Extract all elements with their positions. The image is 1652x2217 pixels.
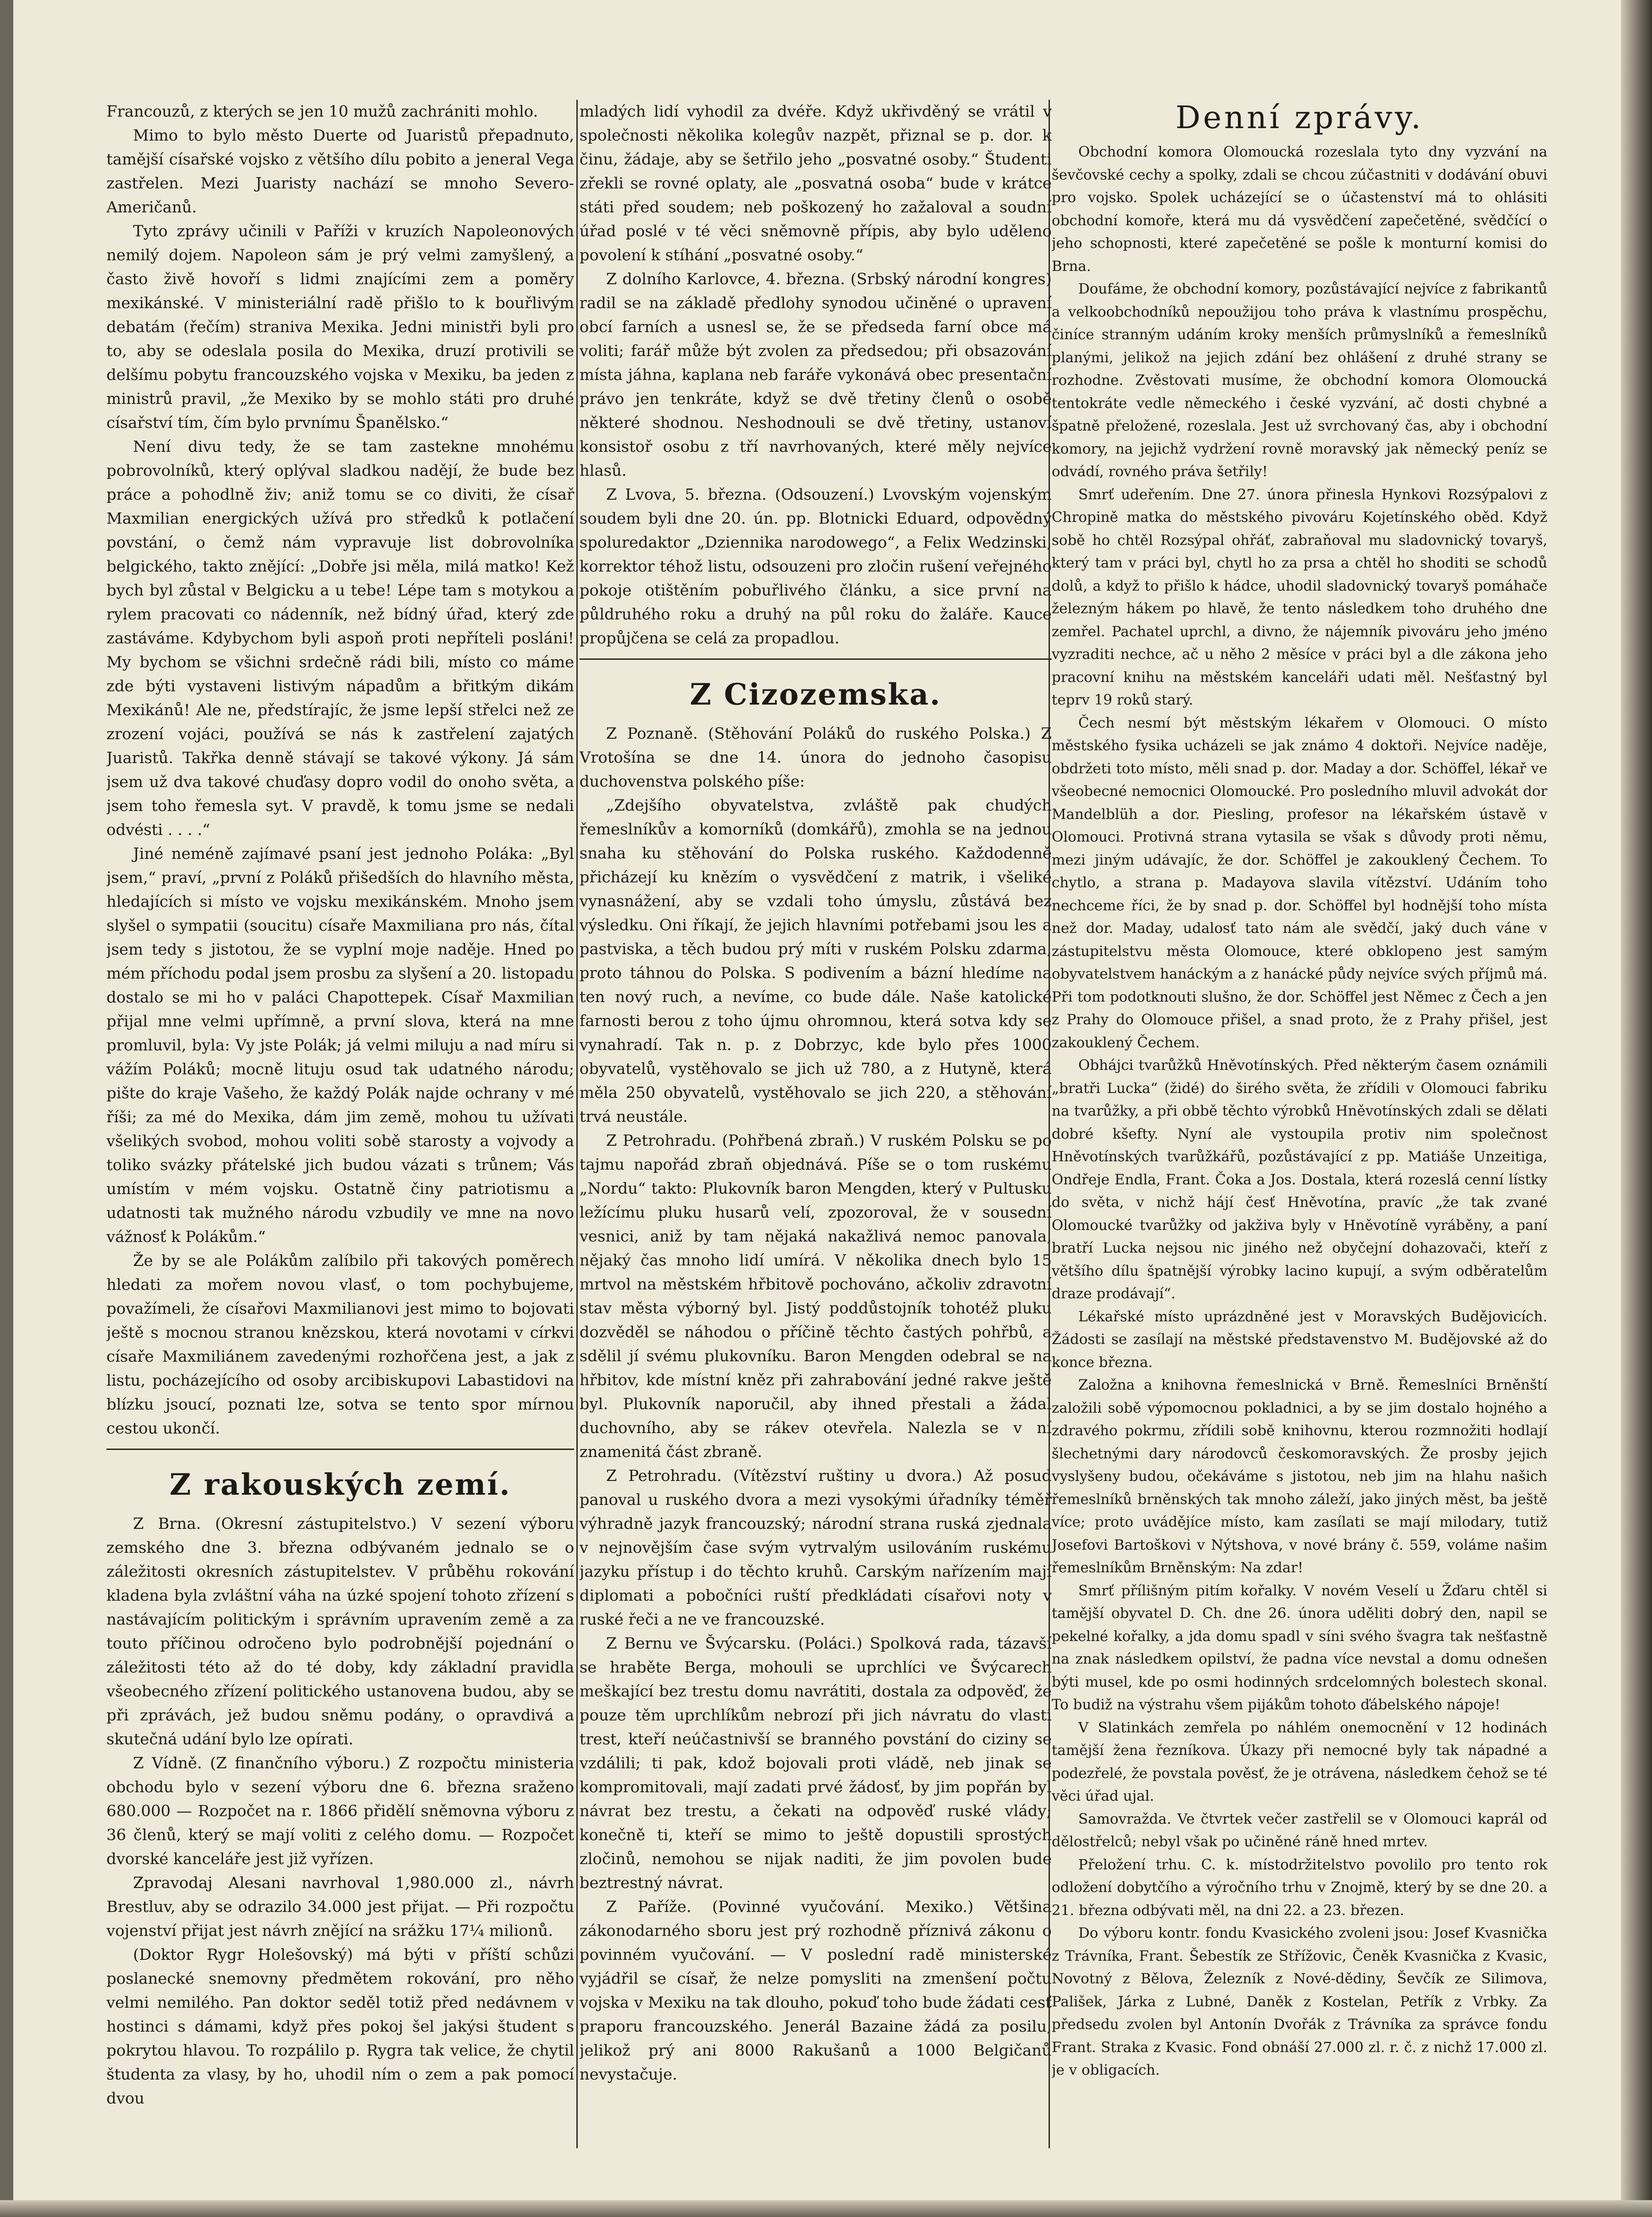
news-item: Čech nesmí být městským lékařem v Olomouci. O místo městského fysika ucházeli se jak známo 4 doktoři. Nejvíce naděje, obdržeti toto místo, měli snad p. dor. Maday a dor. Schöffel, lékař ve všeobecné nemocnici Olomoucké. Pro posledního mluvil advokát dor Mandelblüh a dor. Piesling, profesor na lékařském ústavě v Olomouci. Protivná strana vytasila se však s důvody proti němu, mezi jiným udávajíc, že dor. Schöffel je zakouklený Čechem. To chytlo, a strana p. Madayova slavila vítězství. Udáním toho nechceme říci, že by snad p. dor. Schöffel byl hodnější toho místa než dor. Maday, udalosť tato nám ale svědčí, jaký duch váne v zástupitelstvu města Olomouce, které obklopeno jest samým obyvatelstvem hanáckým a z hanácké půdy nejvíce svých příjmů má. Při tom podotknouti slušno, že dor. Schöffel jest Němec z Čech a jen z Prahy do Olomouce přišel, a snad proto, že z Prahy přišel, jest zakouklený Čechem. <box>1052 714 1547 1051</box>
article-paragraph: Mimo to bylo město Duerte od Juaristů přepadnuto, tamější císařské vojsko z většího dílu pobito a jeneral Vega zastřelen. Mezi Juaristy nachází se mnoho Severo-Američanů. <box>106 127 574 216</box>
left-column <box>106 100 574 2184</box>
news-item: Z Petrohradu. (Vítězství ruštiny u dvora.) Až posud panoval u ruského dvora a mezi vysokými úřadníky téměř výhradně jazyk francouzský; národní strana ruská zjednala v nejnovějším čase svým vytrvalým usilováním ruskému jazyku přístup i do těchto kruhů. Carským nařízením mají diplomati a pobočníci ruští předkládati císařovi noty v ruské řeči a ne ve francouzské. <box>579 1467 1052 1629</box>
scan-border-left <box>0 0 13 2217</box>
news-item: Zpravodaj Alesani navrhoval 1,980.000 zl., návrh Brestluv, aby se odrazilo 34.000 jest přijat. — Při rozpočtu vojenství přijat jest návrh znějící na srážku 17¼ milionů. <box>106 1874 574 1940</box>
section-heading: Z rakouských zemí. <box>169 1467 511 1502</box>
news-item: Z Vídně. (Z finančního výboru.) Z rozpočtu ministeria obchodu bylo v sezení výboru dne 6. března sraženo 680.000 — Rozpočet na r. 1866 přidělí sněmovna výboru z 36 členů, který se mají voliti z celého domu. — Rozpočet dvorské kanceláře jest již vyřízen. <box>106 1755 574 1868</box>
article-paragraph: Není divu tedy, že se tam zastekne mnohému pobrovolníků, který oplýval sladkou nadějí, že bude bez práce a pohodlně živ; aniž tomu se co diviti, že císař Maxmilian energických užívá pro středků k potlačení povstání, o čemž nám vypravuje list dobrovolníka belgického, takto znějící: „Dobře jsi měla, milá matko! Kež bych byl zůstal v Belgicku a u tebe! Lépe tam s motykou a rylem pracovati co nádenník, než bídný úřad, který zde zastáváme. Kdybychom byli aspoň proti nepříteli posláni! My bychom se všichni srdečně rádi bili, místo co máme zde býti vystaveni listivým nápadům a břitkým dikám Mexikánů! Ale ne, předstírajíc, že jsme lepší střelci než ze zrození vojáci, používá se nás k zastřelení zajatých Juaristů. Takřka denně stávají se takové výkony. Já sám jsem už dva takové chuďasy dopro vodil do onoho světa, a jsem toho řemesla syt. V pravdě, k tomu jsme se nedali odvésti . . . .“ <box>106 438 574 839</box>
news-item: Obhájci tvarůžků Hněvotínských. Před některým časem oznámili „bratři Lucka“ (židé) do širého světa, že zřídili v Olomouci fabriku na tvarůžky, a při obbě těchto výrobků Hněvotínských zdali se dělati dobré kšefty. Nyní ale vystoupila protiv nim společnost Hněvotínských tvarůžkářů, pozůstávající z pp. Matiáše Unzeitiga, Ondřeje Endla, Frant. Čoka a Jos. Dostala, která rozeslá cenní lístky do světa, v nichž hájí česť Hněvotína, pravíc „že tak zvané Olomoucké tvarůžky od jakživa byly v Hněvotíně vyráběny, a paní bratří Lucka nejsou nic jiného než obyčejní dohazovači, kteří z většího dílu špatnější výrobky lacino kupují, a svým odběratelům draze prodávají“. <box>1052 1057 1547 1302</box>
article-paragraph: Jiné neméně zajímavé psaní jest jednoho Poláka: „Byl jsem,“ praví, „první z Poláků přišedších do hlavního města, hledajících si místo ve vojsku mexikánském. Mnoho jsem slyšel o sympatii (soucitu) císaře Maxmiliana pro nás, čítal jsem tedy s jistotou, že se vyplní moje naděje. Hned po mém příchodu podal jsem prosbu za slyšení a 20. listopadu dostalo se mi ho v paláci Chapottepek. Císař Maxmilian přijal mne velmi upřímně, a první slova, která na mne promluvil, byla: Vy jste Polák; já velmi miluju a nad míru si vážím Poláků; mocně lituju osud tak udatného národu; pište do kraje Vašeho, že každý Polák najde ochrany v mé říši; za mé do Mexika, dám jim země, mohou tu užívati všelikých svobod, mohou voliti sobě starosty a vojvody a toliko svázky přátelské jich budou vázati s trůnem; Vás umístím v mém vojsku. Ostatně činy patriotismu a udatnosti tak mužného národu vzbudily ve mne na novo vážnosť k Polákům.“ <box>106 845 574 1246</box>
news-item: Z dolního Karlovce, 4. března. (Srbský národní kongres) radil se na základě předlohy synodou učiněné o upravení obcí farních a usnesl se, že se předseda farní obce má voliti; farář může být zvolen za předsedou; při obsazování místa jáhna, kaplana neb faráře vykonává obec presentační právo jen tenkráte, když se dvě třetiny členů o osobě některé shodnou. Neshodnouli se dvě třetiny, ustanoví konsistoř osobu z tří navrhovaných, které měly nejvíce hlasů. <box>579 270 1052 480</box>
column-rule-left <box>576 100 578 2148</box>
section-divider <box>106 1449 574 1502</box>
news-item: V Slatinkách zemřela po náhlém onemocnění v 12 hodinách tamější žena řezníkova. Úkazy při nemocné byly tak nápadné a podezřelé, že povstala pověsť, že je otrávena, následkem čehož se té věci úřad ujal. <box>1052 1719 1547 1804</box>
right-column <box>1052 100 1547 2184</box>
article-paragraph: Tyto zprávy učinili v Paříži v kruzích Napoleonových nemilý dojem. Napoleon sám je prý velmi zamyšlený, a často živě hovoří s lidmi znajícími zem a poměry mexikánské. V ministeriální radě přišlo to k bouřlivým debatám (řečím) straniva Mexika. Jedni ministři byli pro to, aby se odeslala posila do Mexika, druzí protivili se delšímu pobytu francouzského vojska v Mexiku, ba jeden z ministrů pravil, „že Mexiko by se mohlo státi pro druhé císařství tím, čím bylo prvnímu Španělsko.“ <box>106 223 574 432</box>
scan-border-right <box>1621 0 1652 2217</box>
article-paragraph: Francouzů, z kterých se jen 10 mužů zachrániti mohlo. <box>106 103 538 121</box>
news-item: Smrť udeřením. Dne 27. února přinesla Hynkovi Rozsýpalovi z Chropině matka do městského pivováru Kojetínského oběd. Když sobě ho chtěl Rozsýpal ohřáť, zabraňoval mu sladovnický tovaryš, který tam v práci byl, chytl ho za prsa a chtěl ho shoditi se schodů dolů, a když to přišlo k hádce, uhodil sladovnický tovaryš pomáhače železným hákem po hlavě, že tento následkem toho druhého dne zemřel. Pachatel uprchl, a divno, že nájemník pivováru jeho jméno vyzraditi nechce, ač u něho 2 měsíce v práci byl a dle zákona jeho pracovní knihu na městském kanceláři udati měl. Nešťastný byl teprv 19 roků starý. <box>1052 486 1547 708</box>
news-item: Obchodní komora Olomoucká rozeslala tyto dny vyzvání na ševčovské cechy a spolky, zdali se chcou zúčastniti v dodávání obuvi pro vojsko. Spolek ucházející se o účastenství má to ohlásiti obchodní komoře, která mu dá vysvědčení zapečetěné, svědčící o jeho schopnosti, které zapečetěné se pošle k monturní komisi do Brna. <box>1052 143 1547 274</box>
news-item: Lékařské místo uprázdněné jest v Moravských Budějovicích. Žádosti se zasílají na městské představenstvo M. Budějovské až do konce března. <box>1052 1308 1547 1371</box>
news-item: Z Lvova, 5. března. (Odsouzení.) Lvovským vojenským soudem byli dne 20. ún. pp. Blotnicki Eduard, odpovědný spoluredaktor „Dziennika narodowego“, a Felix Wedzinski, korrektor téhož listu, odsouzeni pro zločin rušení veřejného pokoje otištěním pobuřlivého článku, a sice první na půldruhého roku a druhý na půl roku do žaláře. Kauce propůjčena se celá za propadlou. <box>579 486 1052 647</box>
news-item: (Doktor Rygr Holešovský) má býti v příští schůzi poslanecké snemovny předmětem rokování, pro něho velmi nemilého. Pan doktor seděl totiž před nedávnem v hostinci s dámami, když přes pokoj šel jakýsi študent s pokrytou hlavou. To rozpálilo p. Rygra tak velice, že chytil študenta za vlasy, by ho, uhodil ním o zem a pak pomocí dvou <box>106 1946 574 2107</box>
news-item: Z Petrohradu. (Pohřbená zbraň.) V ruském Polsku se po tajmu napořád zbraň objednává. Píše se o tom ruskému „Nordu“ takto: Plukovník baron Mengden, který v Pultusku ležícímu pluku husarů velí, zpozoroval, že v sousední vesnici, aniž by tam nějaká nakažlivá nemoc panovala, nějaký čas mnoho lidí umírá. V několika dnech bylo 15 mrtvol na městském hřbitově pochováno, ačkoliv zdravotní stav města výborný byl. Jistý poddůstojník tohotéž pluku dozvěděl se náhodou o příčině těchto častých pohřbů, a sdělil jí svému plukovníku. Baron Mengden odebral se na hřbitov, kde místní kněz při zahrabování jedné rakve ještě byl. Plukovník naporučil, aby ihned přestali a žádal duchovního, aby se rákev otevřela. Nalezla se v ní znamenitá část zbraně. <box>579 1132 1052 1461</box>
news-item: Smrť přílišným pitím kořalky. V novém Veselí u Žďaru chtěl si tamější obyvatel D. Ch. dne 26. února uděliti dobrý den, napil se pekelné kořalky, a jda domu spadl v síni svého švagra tak nešťastně na znak následkem opilství, že padna více nevstal a domu odnešen býti musel, kde po osmi hodinných srdcelomných bolestech skonal. To budiž na výstrahu všem pijákům tohoto ďábelského nápoje! <box>1052 1582 1547 1713</box>
section-divider <box>579 658 1052 712</box>
news-item: „Zdejšího obyvatelstva, zvláště pak chudých řemeslníkův a komorníků (domkářů), zmohla se na jednou snaha ku stěhování do Polska ruského. Každodenně přicházejí ku knězím o vysvědčení z matrik, i všeliké vynasnážení, aby se vzdali toho úmyslu, zůstává bez výsledku. Oni říkají, že jejich hlavními potřebami jsou les a pastviska, a těch budou prý míti v ruském Polsku zdarma, proto táhnou do Polska. S podivením a bázní hledíme na ten nový ruch, a nevíme, co bude dále. Naše katolické farnosti berou z toho újmu ohromnou, která sotva kdy se vynahradí. Tak n. p. z Dobrzyc, kde bylo přes 1000 obyvatelů, vystěhovalo se jich už 780, a z Hutyně, která měla 250 obyvatelů, vystěhovalo se jich 220, a stěhování trvá neustále. <box>579 797 1052 1126</box>
scan-border-bottom <box>0 2200 1652 2217</box>
news-item: Z Paříže. (Povinné vyučování. Mexiko.) Většina zákonodarného sboru jest prý rozhodně příznivá zákonu o povinném vyučování. — V poslední radě ministerské vyjádřil se císař, že nelze pomysliti na zmenšení počtu vojska v Mexiku na tak dlouho, pokuď toho bude žádati cesť praporu francouzského. Jenerál Bazaine žádá za posilu, jelikož prý ani 8000 Rakušanů a 1000 Belgičanů nevystačuje. <box>579 1898 1052 2084</box>
news-item: Založna a knihovna řemeslnická v Brně. Řemeslníci Brněnští založili sobě výpomocnou pokladnici, a by se jim dostalo hojného a zdravého pokrmu, zřídili sobě knihovnu, kterou rozmnožiti hodlají šlechetnými dary národovců českomoravských. Že prosby jejich vyslyšeny budou, očekáváme s jistotou, neb jim na hlahu našich řemeslníků brněnských tak mnoho záleží, jako jiných měst, ba ještě více; proto uvádějíce místo, kam zasílati se mají milodary, tutiž Josefovi Bartoškovi v Nýtshova, v nové brány č. 559, voláme našim řemeslníkům Brněnským: Na zdar! <box>1052 1376 1547 1576</box>
news-item: Do výboru kontr. fondu Kvasického zvoleni jsou: Josef Kvasnička z Trávníka, Frant. Šebestík ze Střížovic, Čeněk Kvasnička z Kvasic, Novotný z Bělova, Železník z Nové-dědiny, Ševčík ze Silimova, Pališek, Járka z Lubné, Daněk z Kostelan, Petřík z Vrbky. Za předsedu zvolen byl Antonín Dvořák z Trávníka za správce fondu Frant. Straka z Kvasic. Fond obnáší 27.000 zl. r. č. z nichž 17.000 zl. je v obligacích. <box>1052 1924 1547 2078</box>
news-item: Z Bernu ve Švýcarsku. (Poláci.) Spolková rada, tázavší se hraběte Berga, mohouli se uprchlíci ve Švýcarech meškající bez trestu domu navrátiti, dostala za odpověď, že pouze těm uprchlíkům nebrozí při jich návratu do vlasti trest, kteří neúčastnivší se branného povstání do ciziny se vzdálili; ti pak, kdož bojovali proti vládě, neb jinak se kompromitovali, mají zadati prvé žádosť, by jim popřán byl návrat bez trestu, a čekati na odpověď ruské vlády; konečně ti, kteří se mimo to ještě dopustili sprostých zločinů, nemohou se nijak naditi, že jim povolen bude beztrestný návrat. <box>579 1635 1052 1892</box>
news-item: Z Poznaně. (Stěhování Poláků do ruského Polska.) Z Vrotošína se dne 14. února do jednoho časopisu duchovenstva polského píše: <box>579 725 1052 791</box>
article-paragraph: Že by se ale Polákům zalíbilo při takových poměrech hledati za mořem novou vlasť, o tom pochybujeme, považímeli, že císařovi Maxmilianovi jest mimo to bojovati ještě s mocnou stranou knězskou, která novotami v církvi císaře Maxmiliánem zavedenými rozhořčena jest, a jak z listu, pocházejícího od osoby arcibiskupovi Labastidovi na blízku jsoucí, poznati lze, sotva se tento spor mírnou cestou ukončí. <box>106 1252 574 1438</box>
section-heading: Denní zprávy. <box>1175 100 1424 136</box>
news-item: Z Brna. (Okresní zástupitelstvo.) V sezení výboru zemského dne 3. března odbývaném jednalo se o záležitosti okresních zástupitelstev. V průběhu rokování kladena byla zvláštní váha na úzké spojení tohoto zřízení s nastávajícím politickým i správním upravením země a za touto příčinou odročeno bylo podrobnější pojednání o záležitosti této až do té doby, kdy základní pravidla všeobecného zřízení politického ustanovena budou, aby se při zprávách, jež budou sněmu podány, o opravdivá a skutečná udání bylo lze opírati. <box>106 1515 574 1748</box>
article-paragraph: mladých lidí vyhodil za dvéře. Když ukřivděný se vrátil v společnosti několika kolegův nazpět, přiznal se p. dor. k činu, žádaje, aby se šetřilo jeho „posvatné osoby.“ Študenti zřekli se rovné oplaty, ale „posvatná osoba“ bude v krátce státi před soudem; neb poškozený ho zažaloval a soudní úřad poslé v té věci sněmovně přípis, aby bylo uděleno povolení k stíhání „posvatné osoby.“ <box>579 103 1052 264</box>
news-item: Doufáme, že obchodní komory, pozůstávající nejvíce z fabrikantů a velkoobchodníků nepoužijou toho práva k vlastnímu prospěchu, činíce stranným udáním kroky menších průmyslníků a řemeslníků planými, jelikož na jejich zdání bez ohlášení z druhé strany se rozhodne. Zvěstovati musíme, že obchodní komora Olomoucká tentokráte vedle německého i české vyzvání, ač dosti chybné a špatně přeložené, rozeslala. Jest už svrchovaný čas, aby i obchodní komory, na jejichž vydržení rovně moravský jak německý peníz se odvádí, rovného práva šetřily! <box>1052 280 1547 480</box>
news-item: Samovražda. Ve čtvrtek večer zastřelil se v Olomouci kaprál od dělostřelců; nebyl však po učiněné ráně hned mrtev. <box>1052 1810 1547 1850</box>
middle-column <box>579 100 1052 2184</box>
section-heading: Z Cizozemska. <box>689 677 942 712</box>
news-item: Přeložení trhu. C. k. místodržitelstvo povolilo pro tento rok odložení dobytčího a výročního trhu v Znojmě, který by se dne 20. a 21. března odbývati měl, na dni 22. a 23. březen. <box>1052 1856 1547 1919</box>
